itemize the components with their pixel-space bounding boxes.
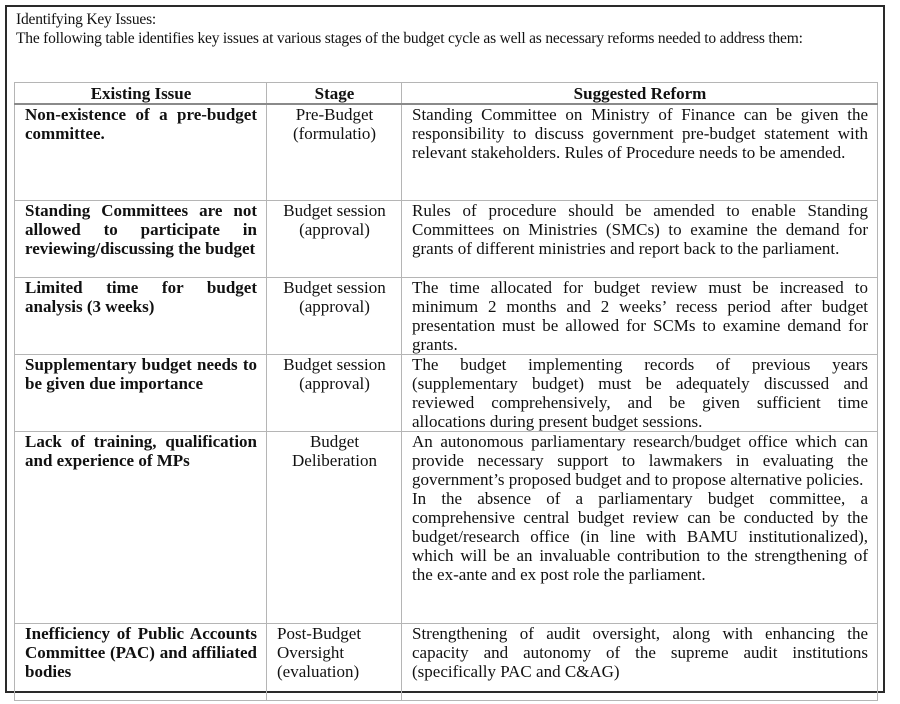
reform-text: The time allocated for budget review must be increased to minimum 2 months and 2 weeks’ recess period after budget presentation must be allowed for SCMs to examine demand for grants.: [412, 277, 868, 354]
reform-text: The budget implementing records of previous years (supplementary budget) must be adequately discussed and reviewed comprehensively, and be given sufficient time allocations during present budget sessions.: [412, 354, 868, 431]
issue-cell: Inefficiency of Public Accounts Committee (PAC) and affiliated bodies: [15, 623, 267, 700]
table-row: [15, 277, 878, 354]
header-suggested-reform: Suggested Reform: [402, 83, 878, 105]
key-issues-table: [14, 82, 878, 701]
intro-section: [16, 10, 878, 48]
issue-cell: Supplementary budget needs to be given due importance: [15, 354, 267, 431]
reform-cell: [402, 354, 878, 431]
table-row: [15, 623, 878, 700]
table-row: [15, 200, 878, 277]
stage-cell: Post-Budget Oversight (evaluation): [267, 623, 402, 700]
reform-text: Rules of procedure should be amended to enable Standing Committees on Ministries (SMCs) to examine the demand for grants of different ministries and report back to the parliament.: [412, 200, 868, 258]
header-existing-issue: Existing Issue: [15, 83, 267, 105]
table-row: [15, 354, 878, 431]
reform-cell: [402, 623, 878, 700]
issue-cell: Non-existence of a pre-budget committee.: [15, 104, 267, 200]
issue-cell: Limited time for budget analysis (3 weeks): [15, 277, 267, 354]
reform-text: An autonomous parliamentary research/budget office which can provide necessary support to lawmakers in evaluating the government’s proposed budget and to propose alternative policies.: [412, 431, 868, 489]
reform-cell: [402, 277, 878, 354]
stage-cell: Budget Deliberation: [267, 431, 402, 623]
stage-cell: Budget session (approval): [267, 200, 402, 277]
reform-cell: [402, 104, 878, 200]
table-row: [15, 431, 878, 623]
reform-text: Standing Committee on Ministry of Finance can be given the responsibility to discuss government pre-budget statement with relevant stakeholders. Rules of Procedure needs to be amended.: [412, 105, 868, 162]
reform-cell: [402, 431, 878, 623]
reform-cell: [402, 200, 878, 277]
issue-cell: Lack of training, qualification and experience of MPs: [15, 431, 267, 623]
table-row: [15, 104, 878, 200]
issue-cell: Standing Committees are not allowed to participate in reviewing/discussing the budget: [15, 200, 267, 277]
reform-text: Strengthening of audit oversight, along with enhancing the capacity and autonomy of the supreme audit institutions (specifically PAC and C&AG): [412, 623, 868, 681]
table-header-row: [15, 83, 878, 105]
stage-cell: Budget session (approval): [267, 277, 402, 354]
stage-cell: Budget session (approval): [267, 354, 402, 431]
section-description: The following table identifies key issues at various stages of the budget cycle as well as necessary reforms needed to address them:: [16, 30, 803, 47]
header-stage: Stage: [267, 83, 402, 105]
section-title: Identifying Key Issues:: [16, 11, 157, 28]
stage-cell: Pre-Budget (formulatio): [267, 104, 402, 200]
reform-text: In the absence of a parliamentary budget committee, a comprehensive central budget review can be conducted by the budget/research office (in line with BAMU institutionalized), which will be an invaluable contribution to the strengthening of the ex-ante and ex post role the parliament.: [412, 488, 868, 584]
